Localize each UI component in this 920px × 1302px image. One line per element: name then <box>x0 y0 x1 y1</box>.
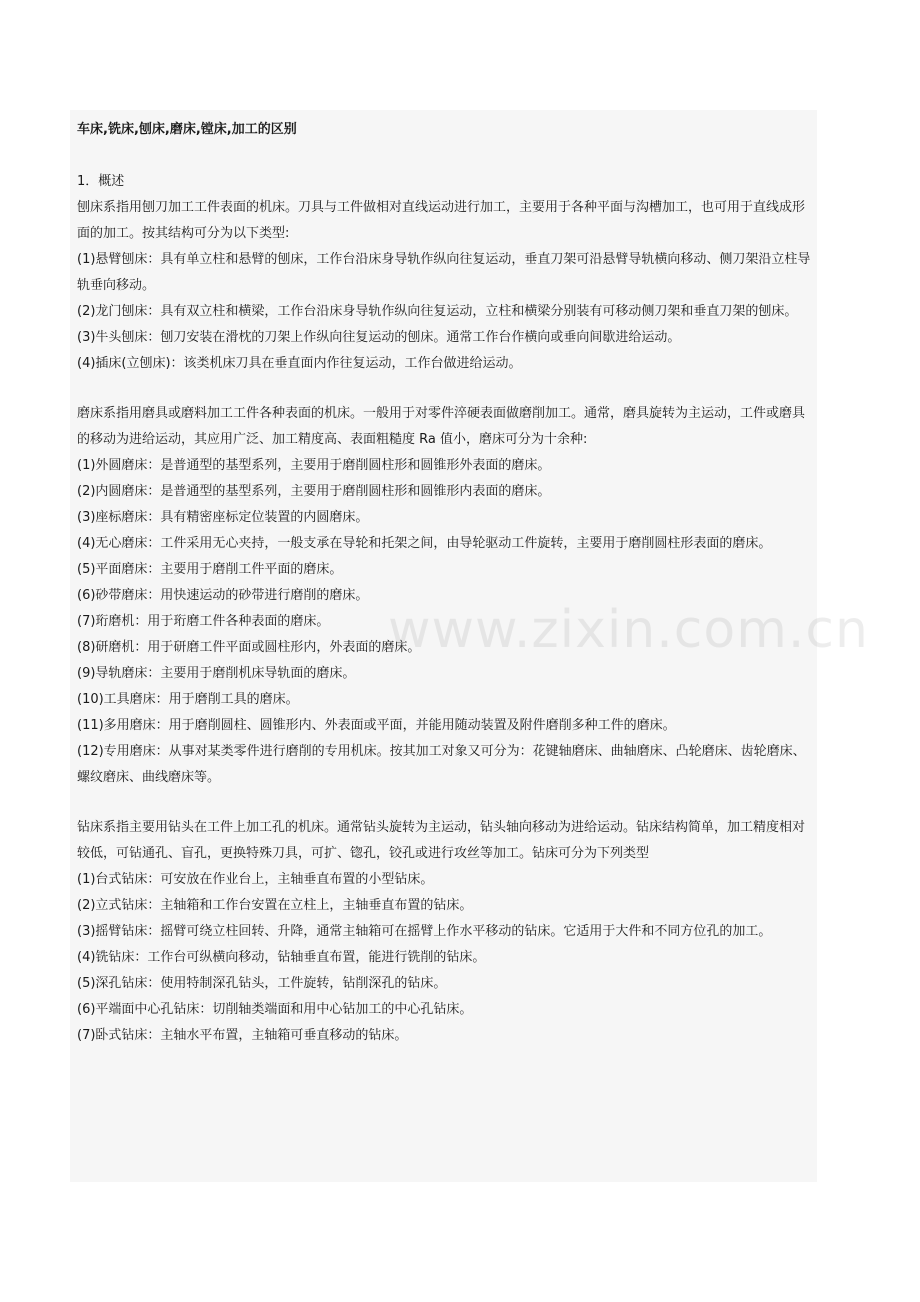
spacer <box>77 143 817 169</box>
grinder-item: (12)专用磨床：从事对某类零件进行磨削的专用机床。按其加工对象又可分为：花键轴磨床、曲轴磨床、凸轮磨床、齿轮磨床、螺纹磨床、曲线磨床等。 <box>77 744 806 785</box>
grinder-item: (9)导轨磨床：主要用于磨削机床导轨面的磨床。 <box>77 666 356 681</box>
grinder-item: (2)内圆磨床：是普通型的基型系列，主要用于磨削圆柱形和圆锥形内表面的磨床。 <box>77 484 551 499</box>
drill-item: (4)铣钻床：工作台可纵横向移动，钻轴垂直布置，能进行铣削的钻床。 <box>77 950 486 965</box>
planer-intro: 刨床系指用刨刀加工工件表面的机床。刀具与工件做相对直线运动进行加工，主要用于各种平面与沟槽加工，也可用于直线成形面的加工。按其结构可分为以下类型: <box>77 200 806 241</box>
grinder-item: (6)砂带磨床：用快速运动的砂带进行磨削的磨床。 <box>77 588 369 603</box>
drill-item: (2)立式钻床：主轴箱和工作台安置在立柱上，主轴垂直布置的钻床。 <box>77 898 473 913</box>
grinder-item: (5)平面磨床：主要用于磨削工件平面的磨床。 <box>77 562 343 577</box>
grinder-item: (11)多用磨床：用于磨削圆柱、圆锥形内、外表面或平面，并能用随动装置及附件磨削多种工件的磨床。 <box>77 718 676 733</box>
planer-item: (1)悬臂刨床：具有单立柱和悬臂的刨床，工作台沿床身导轨作纵向往复运动，垂直刀架可沿悬臂导轨横向移动、侧刀架沿立柱导轨垂向移动。 <box>77 252 811 293</box>
grinder-item: (8)研磨机：用于研磨工件平面或圆柱形内，外表面的磨床。 <box>77 640 421 655</box>
drill-item: (7)卧式钻床：主轴水平布置，主轴箱可垂直移动的钻床。 <box>77 1028 408 1043</box>
grinder-section <box>77 401 817 791</box>
grinder-item: (3)座标磨床：具有精密座标定位装置的内圆磨床。 <box>77 510 369 525</box>
planer-item: (2)龙门刨床：具有双立柱和横梁，工作台沿床身导轨作纵向往复运动，立柱和横梁分别装有可移动侧刀架和垂直刀架的刨床。 <box>77 304 798 319</box>
drill-item: (3)摇臂钻床：摇臂可绕立柱回转、升降，通常主轴箱可在摇臂上作水平移动的钻床。它适用于大件和不同方位孔的加工。 <box>77 924 772 939</box>
grinder-intro: 磨床系指用磨具或磨料加工工件各种表面的机床。一般用于对零件淬硬表面做磨削加工。通常，磨具旋转为主运动，工件或磨具的移动为进给运动，其应用广泛、加工精度高、表面粗糙度 Ra 值小，磨床可分为十余种: <box>77 406 806 447</box>
drill-section <box>77 815 817 1049</box>
drill-item: (1)台式钻床：可安放在作业台上，主轴垂直布置的小型钻床。 <box>77 872 434 887</box>
drill-item: (5)深孔钻床：使用特制深孔钻头，工件旋转，钻削深孔的钻床。 <box>77 976 447 991</box>
drill-item: (6)平端面中心孔钻床：切削轴类端面和用中心钻加工的中心孔钻床。 <box>77 1002 473 1017</box>
planer-item: (4)插床(立刨床)：该类机床刀具在垂直面内作往复运动，工作台做进给运动。 <box>77 356 522 371</box>
grinder-item: (10)工具磨床：用于磨削工具的磨床。 <box>77 692 299 707</box>
overview-heading: 1．概述 <box>77 174 125 189</box>
grinder-item: (1)外圆磨床：是普通型的基型系列，主要用于磨削圆柱形和圆锥形外表面的磨床。 <box>77 458 551 473</box>
drill-intro: 钻床系指主要用钻头在工件上加工孔的机床。通常钻头旋转为主运动，钻头轴向移动为进给运动。钻床结构简单，加工精度相对较低，可钻通孔、盲孔，更换特殊刀具，可扩、锪孔，铰孔或进行攻丝等加工。钻床可分为下列类型 <box>77 820 806 861</box>
spacer <box>77 377 817 401</box>
planer-section <box>77 195 817 377</box>
spacer <box>77 791 817 815</box>
planer-item: (3)牛头刨床：刨刀安装在滑枕的刀架上作纵向往复运动的刨床。通常工作台作横向或垂向间歇进给运动。 <box>77 330 681 345</box>
grinder-item: (4)无心磨床：工件采用无心夹持，一般支承在导轮和托架之间，由导轮驱动工件旋转，主要用于磨削圆柱形表面的磨床。 <box>77 536 772 551</box>
grinder-item: (7)珩磨机：用于珩磨工件各种表面的磨床。 <box>77 614 330 629</box>
document-body <box>77 117 817 1049</box>
document-title: 车床,铣床,刨床,磨床,镗床,加工的区别 <box>77 122 297 137</box>
